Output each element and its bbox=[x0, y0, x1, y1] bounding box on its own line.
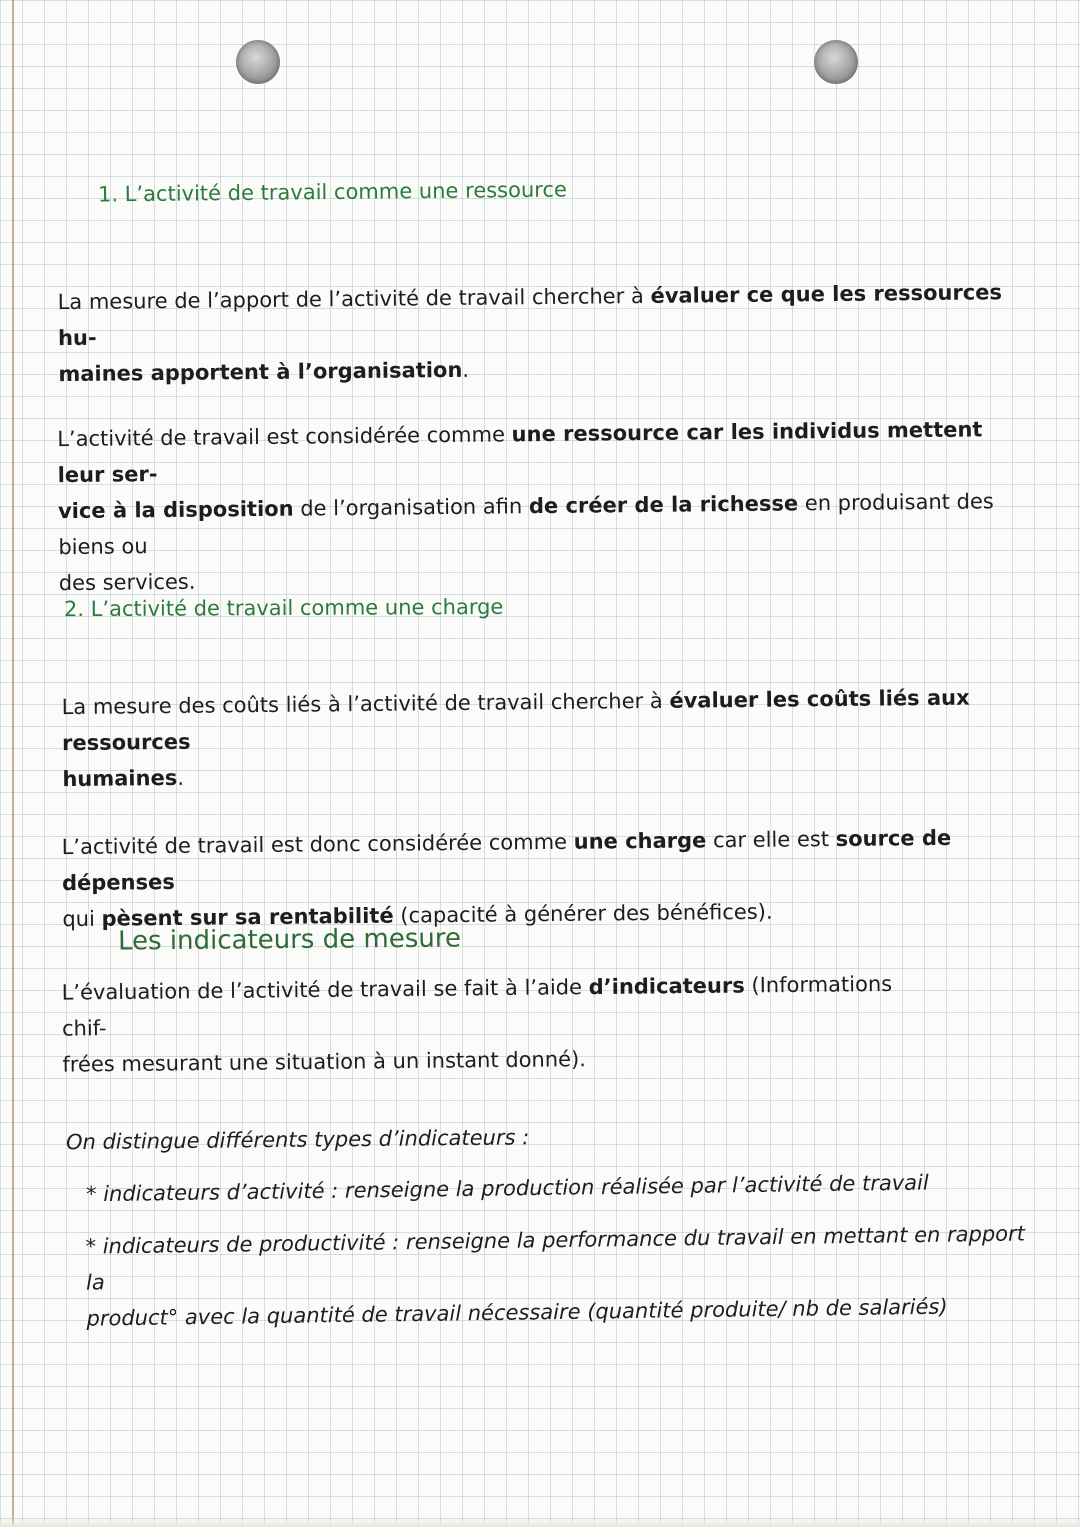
text: La mesure des coûts liés à l’activité de travail chercher à bbox=[61, 688, 670, 720]
list-item-text: * indicateurs de productivité : renseigne la performance du travail en mettant en rapport la bbox=[85, 1221, 1026, 1295]
bold-text: une ressource car les individus mettent leur ser- bbox=[57, 417, 983, 488]
text: (Informations chif- bbox=[61, 971, 893, 1041]
list-item bbox=[86, 1164, 986, 1213]
text: La mesure de l’apport de l’activité de travail chercher à bbox=[57, 283, 651, 315]
text: L’activité de travail est donc considérée comme bbox=[61, 829, 574, 860]
text: qui bbox=[62, 906, 102, 932]
section-2-paragraph-2 bbox=[61, 819, 1037, 937]
section-1-title: 1. L’activité de travail comme une ressource bbox=[97, 177, 567, 207]
section-3-title: Les indicateurs de mesure bbox=[117, 923, 462, 957]
binder-hole-left bbox=[236, 40, 280, 84]
bold-text: humaines bbox=[62, 765, 178, 792]
bold-text: maines apportent à l’organisation bbox=[58, 357, 463, 387]
text: . bbox=[462, 357, 470, 382]
text: (capacité à générer des bénéfices). bbox=[393, 899, 773, 928]
bold-text: pèsent sur sa rentabilité bbox=[101, 903, 394, 931]
section-2-title: 2. L’activité de travail comme une charge bbox=[63, 594, 504, 622]
list-item bbox=[85, 1215, 1036, 1336]
text: des services. bbox=[58, 569, 196, 596]
text: de l’organisation afin bbox=[293, 494, 530, 521]
section-2-paragraph-1 bbox=[61, 679, 1037, 797]
bold-text: de créer de la richesse bbox=[528, 491, 799, 519]
bold-text: évaluer ce que les ressources hu- bbox=[57, 280, 1003, 351]
page-bottom-edge bbox=[0, 1517, 1080, 1527]
binder-hole-right bbox=[814, 40, 858, 84]
text: frées mesurant une situation à un instant donné). bbox=[62, 1047, 587, 1077]
indicator-types-intro: On distingue différents types d’indicateurs : bbox=[65, 1125, 530, 1155]
bold-text: vice à la disposition bbox=[57, 496, 294, 524]
bold-text: source de dépenses bbox=[61, 825, 952, 896]
text: . bbox=[177, 765, 185, 790]
text: car elle est bbox=[706, 827, 836, 853]
bold-text: évaluer les coûts liés aux ressources bbox=[61, 685, 970, 756]
bold-text: d’indicateurs bbox=[588, 973, 745, 1000]
section-1-paragraph-2 bbox=[57, 411, 1034, 601]
section-3-paragraph-1 bbox=[61, 965, 942, 1082]
text: en produisant des biens ou bbox=[58, 489, 994, 560]
text: L’activité de travail est considérée comme bbox=[57, 422, 512, 452]
list-item-text: * indicateurs d’activité : renseigne la production réalisée par l’activité de travail bbox=[85, 1170, 929, 1207]
section-1-paragraph-1 bbox=[57, 274, 1033, 392]
list-item-text: product° avec la quantité de travail nécessaire (quantité produite/ nb de salariés) bbox=[86, 1294, 948, 1331]
bold-text: une charge bbox=[573, 828, 707, 854]
notebook-margin-line bbox=[12, 0, 14, 1527]
text: L’évaluation de l’activité de travail se fait à l’aide bbox=[61, 975, 589, 1005]
